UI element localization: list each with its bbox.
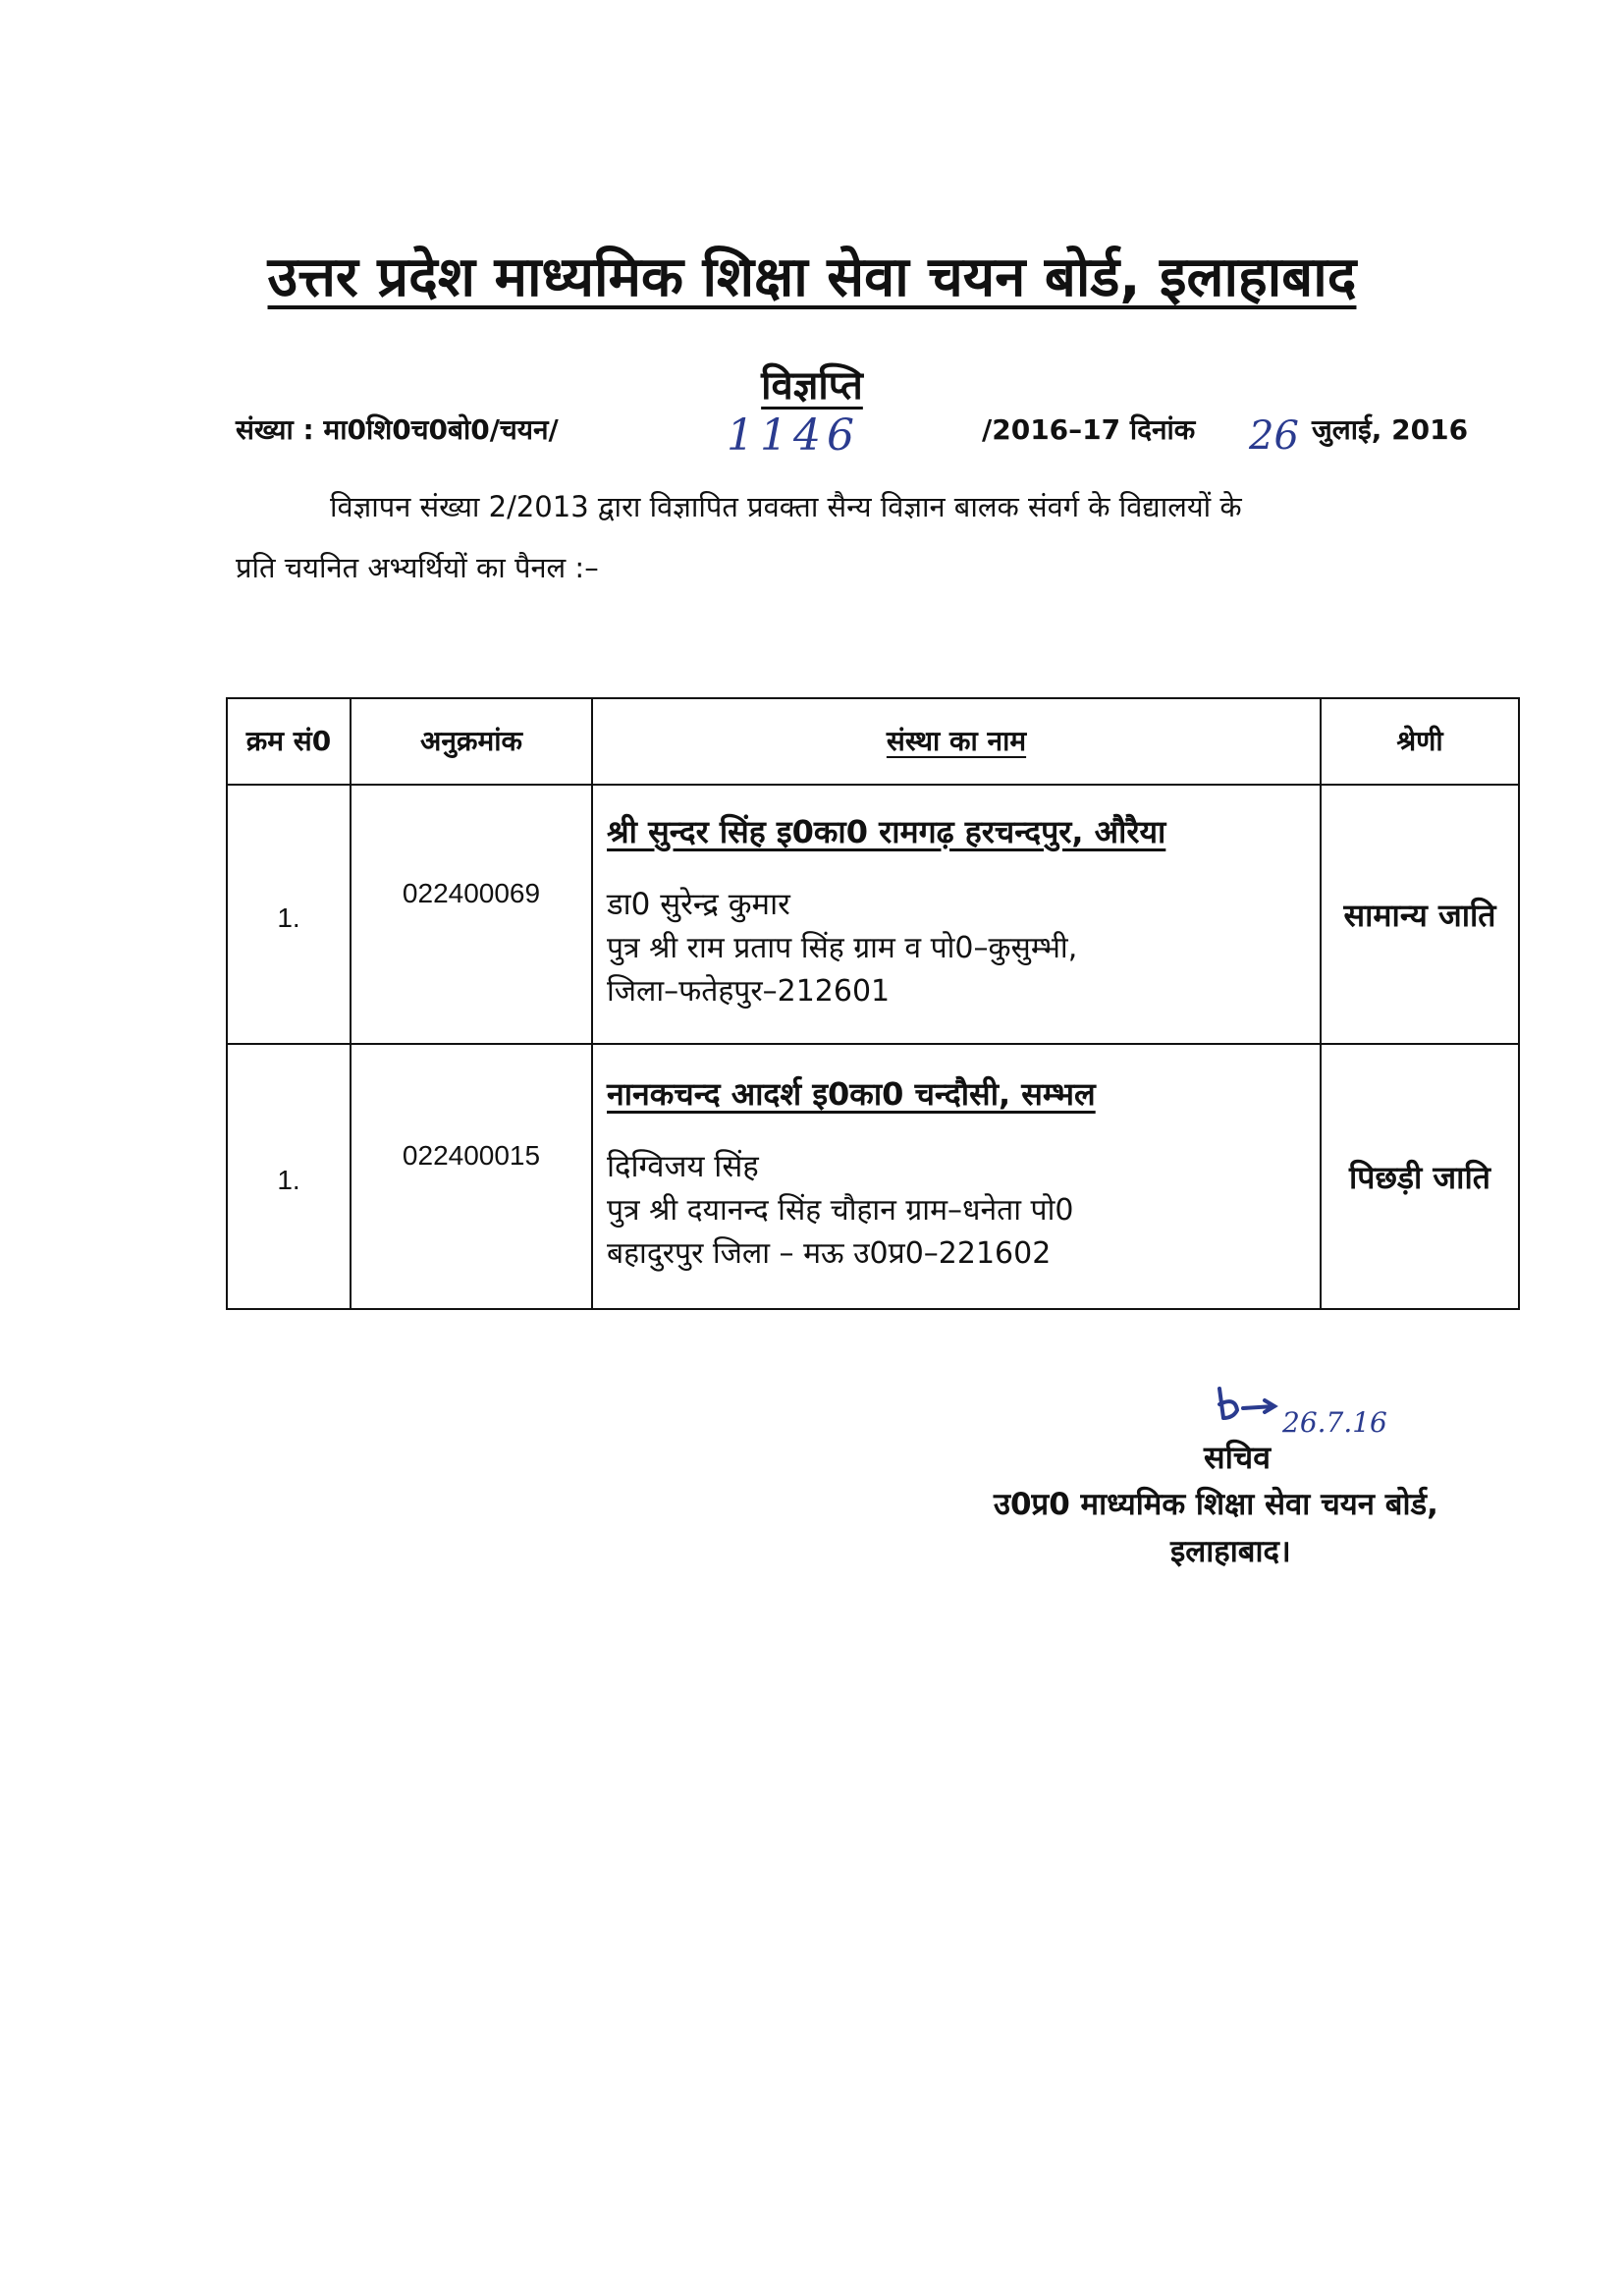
signature-date-handwritten: 26.7.16 [1282,1406,1387,1439]
signatory-city: इलाहाबाद। [1170,1534,1291,1569]
row-roll-number: 022400069 [351,785,592,1044]
row-category: पिछड़ी जाति [1321,1044,1519,1309]
row-serial: 1. [227,1044,351,1309]
notice-title-text: विज्ञप्ति [761,363,863,409]
header-category: श्रेणी [1321,698,1519,785]
intro-line-1: विज्ञापन संख्या 2/2013 द्वारा विज्ञापित प्रवक्ता सैन्य विज्ञान बालक संवर्ग के विद्यालयों के [330,490,1242,523]
school-name: श्री सुन्दर सिंह इ0का0 रामगढ़ हरचन्दपुर, औरैया [607,813,1166,850]
reference-line [236,410,559,450]
row-institution [592,1044,1321,1309]
school-name: नानकचन्द आदर्श इ0का0 चन्दौसी, सम्भल [607,1075,1096,1113]
row-institution [592,785,1321,1044]
org-title-text: उत्तर प्रदेश माध्यमिक शिक्षा सेवा चयन बोर्ड, इलाहाबाद [267,246,1357,309]
reference-prefix: संख्या : मा0शि0च0बो0/चयन/ [236,413,559,446]
header-institution [592,698,1321,785]
signatory-designation: सचिव [1204,1439,1272,1476]
table-row [227,785,1519,1044]
signatory-organization: उ0प्र0 माध्यमिक शिक्षा सेवा चयन बोर्ड, [994,1487,1438,1522]
intro-paragraph-continued [236,538,599,597]
org-title [0,244,1624,312]
candidate-address-line-2: बहादुरपुर जिला – मऊ उ0प्र0–221602 [607,1236,1052,1271]
candidate-address-line-2: जिला–फतेहपुर–212601 [607,974,891,1009]
header-roll-number: अनुक्रमांक [351,698,592,785]
header-institution-text: संस्था का नाम [886,725,1027,757]
row-serial: 1. [227,785,351,1044]
table-header-row [227,698,1519,785]
candidate-name: दिग्विजय सिंह [607,1149,759,1184]
candidate-name: डा0 सुरेन्द्र कुमार [607,887,790,922]
reference-number-handwritten: 1146 [727,410,860,461]
candidate-address-line-1: पुत्र श्री दयानन्द सिंह चौहान ग्राम–धनेता पो0 [607,1193,1074,1228]
candidate-address-line-1: पुत्र श्री राम प्रताप सिंह ग्राम व पो0–कुसुम्भी, [607,931,1078,965]
intro-paragraph [330,477,1494,536]
header-serial: क्रम सं0 [227,698,351,785]
reference-day-handwritten: 26 [1249,413,1299,459]
notice-title [0,361,1624,410]
reference-suffix-text: /2016–17 दिनांक [982,413,1196,446]
signature-scribble [1214,1385,1282,1430]
reference-month-year: जुलाई, 2016 [1312,413,1469,446]
reference-date [1312,410,1468,450]
row-category: सामान्य जाति [1321,785,1519,1044]
reference-suffix [982,410,1195,450]
row-roll-number: 022400015 [351,1044,592,1309]
selection-panel-table [226,697,1520,1310]
intro-line-2: प्रति चयनित अभ्यर्थियों का पैनल :– [236,551,599,584]
table-row [227,1044,1519,1309]
